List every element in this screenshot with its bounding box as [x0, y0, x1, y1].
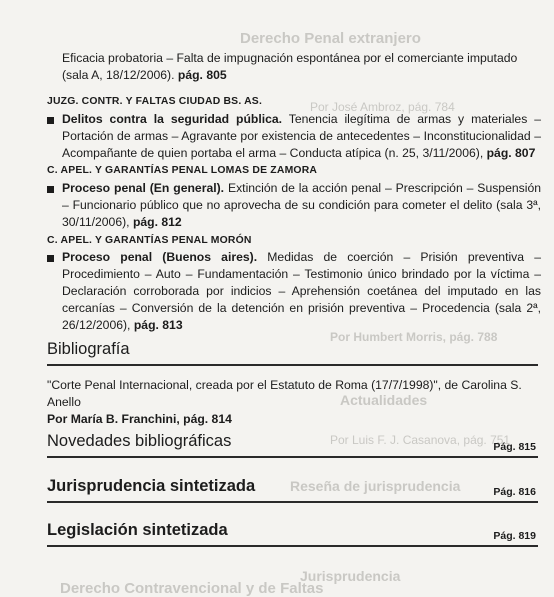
top-entry-text: Eficacia probatoria – Falta de impugnación espontánea por el comerciante imputado (sala A, 18/12/2006). [62, 51, 518, 82]
entry-page: pág. 813 [133, 318, 183, 332]
court-name: JUZG. CONTR. Y FALTAS CIUDAD BS. AS. [47, 96, 263, 107]
section-title: Bibliografía [47, 340, 130, 358]
section-title: Jurisprudencia sintetizada [47, 477, 256, 495]
section-novedades [47, 432, 538, 458]
entry-heading: Proceso penal (Buenos aires). [62, 250, 258, 264]
section-bibliografia [47, 340, 538, 366]
case-entry [47, 111, 541, 162]
section-title: Novedades bibliográficas [47, 432, 232, 450]
section-page: Pág. 815 [493, 441, 536, 453]
bibliography-entry [47, 377, 539, 428]
ghost-text: Actualidades [340, 392, 428, 408]
bullet-icon [47, 255, 54, 262]
court-name: C. APEL. Y GARANTÍAS PENAL LOMAS DE ZAMORA [47, 165, 318, 176]
top-entry [62, 50, 539, 84]
ghost-text: Por Luis F. J. Casanova, pág. 751 [330, 433, 511, 447]
bullet-icon [47, 186, 54, 193]
section-page: Pág. 819 [493, 530, 536, 542]
ghost-text: Derecho Contravencional y de Faltas [60, 580, 324, 597]
top-entry-page: pág. 805 [177, 68, 227, 82]
ghost-text: Por José Ambroz, pág. 784 [310, 100, 455, 114]
ghost-text: Reseña de jurisprudencia [290, 478, 461, 494]
bibliography-author: Por María B. Franchini, pág. 814 [47, 412, 232, 426]
entry-heading: Delitos contra la seguridad pública. [62, 112, 283, 126]
section-page: Pág. 816 [493, 486, 536, 498]
ghost-text: Por Humbert Morris, pág. 788 [330, 330, 498, 344]
entry-heading: Proceso penal (En general). [62, 181, 225, 195]
bullet-icon [47, 117, 54, 124]
entry-text: Extinción de la acción penal – Prescripción – Suspensión – Funcionario público que no aprovecha de su condición para cometer el delito (sala 3ª, 30/11/2006), [62, 181, 542, 229]
section-legislacion [47, 521, 538, 547]
case-entry [47, 180, 541, 231]
entry-page: pág. 812 [132, 215, 182, 229]
section-title: Legislación sintetizada [47, 521, 228, 539]
bibliography-text: "Corte Penal Internacional, creada por el Estatuto de Roma (17/7/1998)", de Carolina S. Anello [47, 378, 522, 409]
case-entry [47, 249, 541, 334]
entry-page: pág. 807 [486, 146, 536, 160]
entry-text: Tenencia ilegítima de armas y materiales – Portación de armas – Agravante por existencia de antecedentes – Inconstitucionalidad – Acompañante de quien portaba el arma – Conducta atípica (n. 25, 3/11/2006), [62, 112, 541, 160]
entry-text: Medidas de coerción – Prisión preventiva – Procedimiento – Auto – Fundamentación – Testimonio único brindado por la víctima – Declaración corroborada por indicios – Aprehensión coetánea del imputado en las cercanías – Conversión de la detención en prisión preventiva – Procedencia (sala 2ª, 26/12/2006), [62, 250, 541, 332]
section-jurisprudencia [47, 477, 538, 503]
ghost-text: Jurisprudencia [300, 568, 401, 584]
ghost-text: Derecho Penal extranjero [240, 30, 421, 47]
court-name: C. APEL. Y GARANTÍAS PENAL MORÓN [47, 235, 252, 246]
